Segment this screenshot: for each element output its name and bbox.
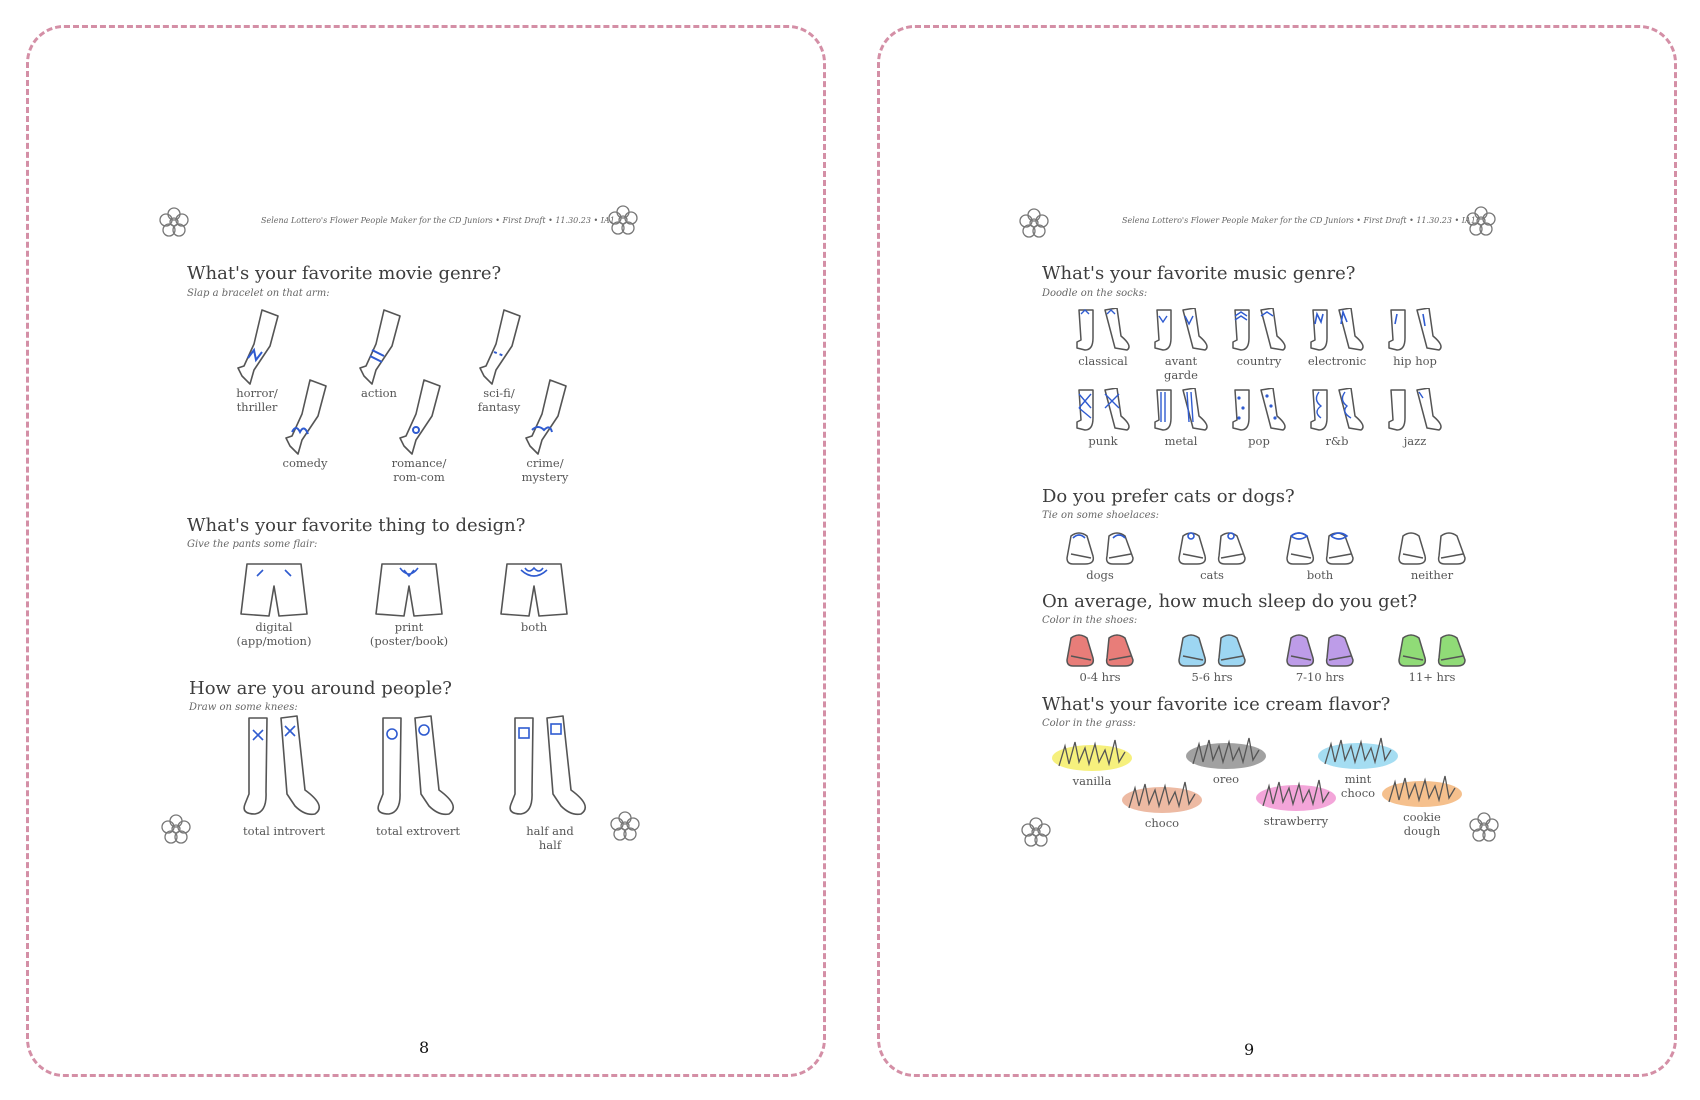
option-total-extrovert[interactable]: total extrovert — [363, 714, 473, 838]
option-avant-garde[interactable]: avant garde — [1146, 308, 1216, 382]
option-cats[interactable]: cats — [1172, 528, 1252, 582]
flower-icon — [607, 808, 643, 844]
page-header: Selena Lottero's Flower People Maker for the CD Juniors • First Draft • 11.30.23 • IA1 — [1122, 216, 1476, 225]
socks-icon — [1073, 388, 1133, 434]
shoes-icon — [1065, 630, 1135, 670]
shorts-icon — [499, 560, 569, 620]
socks-icon — [1229, 308, 1289, 354]
flower-icon — [1018, 814, 1054, 850]
option-digital[interactable]: digital (app/motion) — [229, 560, 319, 648]
shoes-icon — [1177, 630, 1247, 670]
option-classical[interactable]: classical — [1068, 308, 1138, 368]
shorts-icon — [239, 560, 309, 620]
flower-icon — [158, 811, 194, 847]
shoes-icon — [1285, 630, 1355, 670]
option-0-4-hrs[interactable]: 0-4 hrs — [1060, 630, 1140, 684]
shoes-icon — [1397, 528, 1467, 568]
legs-icon — [505, 714, 595, 824]
question-instruction: Doodle on the socks: — [1042, 288, 1148, 299]
flower-icon — [1016, 205, 1052, 241]
option-print[interactable]: print (poster/book) — [359, 560, 459, 648]
shoes-icon — [1397, 630, 1467, 670]
socks-icon — [1073, 308, 1133, 354]
option-mint-choco[interactable]: mint choco — [1316, 732, 1400, 800]
socks-icon — [1307, 388, 1367, 434]
shoes-icon — [1177, 528, 1247, 568]
socks-icon — [1229, 388, 1289, 434]
option-dogs[interactable]: dogs — [1060, 528, 1140, 582]
question-instruction: Give the pants some flair: — [187, 539, 318, 550]
option-horror-thriller[interactable]: horror/ thriller — [219, 306, 295, 414]
option-both[interactable]: both — [1280, 528, 1360, 582]
option-jazz[interactable]: jazz — [1380, 388, 1450, 448]
right-page — [877, 25, 1677, 1077]
socks-icon — [1151, 308, 1211, 354]
option-oreo[interactable]: oreo — [1184, 732, 1268, 786]
option-7-10-hrs[interactable]: 7-10 hrs — [1280, 630, 1360, 684]
shoes-icon — [1285, 528, 1355, 568]
socks-icon — [1307, 308, 1367, 354]
grass-icon — [1050, 734, 1134, 774]
page-header: Selena Lottero's Flower People Maker for the CD Juniors • First Draft • 11.30.23 • IA1 — [261, 216, 615, 225]
question-title: How are you around people? — [189, 678, 452, 699]
shoes-icon — [1065, 528, 1135, 568]
question-title: On average, how much sleep do you get? — [1042, 591, 1418, 612]
option-total-introvert[interactable]: total introvert — [229, 714, 339, 838]
option-action[interactable]: action — [341, 306, 417, 400]
option-vanilla[interactable]: vanilla — [1050, 734, 1134, 788]
shorts-icon — [374, 560, 444, 620]
arm-icon — [520, 376, 570, 456]
socks-icon — [1385, 308, 1445, 354]
option-electronic[interactable]: electronic — [1302, 308, 1372, 368]
option-choco[interactable]: choco — [1120, 776, 1204, 830]
question-title: Do you prefer cats or dogs? — [1042, 486, 1295, 507]
option-5-6-hrs[interactable]: 5-6 hrs — [1172, 630, 1252, 684]
grass-icon — [1184, 732, 1268, 772]
question-title: What's your favorite ice cream flavor? — [1042, 694, 1391, 715]
option-pop[interactable]: pop — [1224, 388, 1294, 448]
question-instruction: Slap a bracelet on that arm: — [187, 288, 330, 299]
arm-icon — [280, 376, 330, 456]
arm-icon — [354, 306, 404, 386]
page-number: 9 — [1244, 1040, 1255, 1059]
grass-icon — [1380, 770, 1464, 810]
option-neither[interactable]: neither — [1392, 528, 1472, 582]
flower-icon — [1466, 809, 1502, 845]
arm-icon — [394, 376, 444, 456]
flower-icon — [156, 204, 192, 240]
question-title: What's your favorite thing to design? — [187, 515, 526, 536]
question-title: What's your favorite music genre? — [1042, 263, 1356, 284]
page-number: 8 — [419, 1038, 430, 1057]
option-hip-hop[interactable]: hip hop — [1380, 308, 1450, 368]
question-instruction: Color in the grass: — [1042, 718, 1136, 729]
option-both[interactable]: both — [489, 560, 579, 634]
arm-icon — [474, 306, 524, 386]
option-comedy[interactable]: comedy — [267, 376, 343, 470]
option-country[interactable]: country — [1224, 308, 1294, 368]
option-half-and-half[interactable]: half and half — [495, 714, 605, 852]
grass-icon — [1316, 732, 1400, 772]
question-instruction: Tie on some shoelaces: — [1042, 510, 1160, 521]
socks-icon — [1151, 388, 1211, 434]
socks-icon — [1385, 388, 1445, 434]
question-instruction: Color in the shoes: — [1042, 615, 1138, 626]
option-strawberry[interactable]: strawberry — [1248, 774, 1344, 828]
left-page — [26, 25, 826, 1077]
option-romance-rom-com[interactable]: romance/ rom-com — [381, 376, 457, 484]
option-crime-mystery[interactable]: crime/ mystery — [507, 376, 583, 484]
option-11-plus-hrs[interactable]: 11+ hrs — [1392, 630, 1472, 684]
legs-icon — [239, 714, 329, 824]
option-sci-fi-fantasy[interactable]: sci-fi/ fantasy — [461, 306, 537, 414]
question-instruction: Draw on some knees: — [189, 702, 298, 713]
arm-icon — [232, 306, 282, 386]
option-cookie-dough[interactable]: cookie dough — [1380, 770, 1464, 838]
option-metal[interactable]: metal — [1146, 388, 1216, 448]
option-punk[interactable]: punk — [1068, 388, 1138, 448]
option-rnb[interactable]: r&b — [1302, 388, 1372, 448]
legs-icon — [373, 714, 463, 824]
question-title: What's your favorite movie genre? — [187, 263, 502, 284]
